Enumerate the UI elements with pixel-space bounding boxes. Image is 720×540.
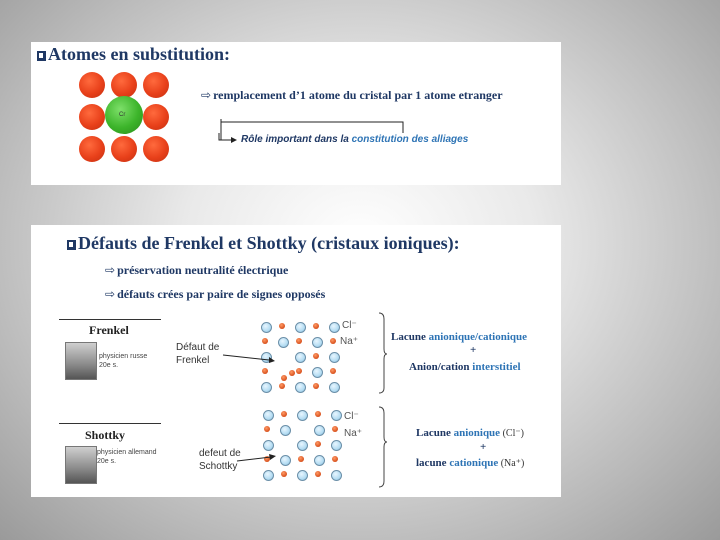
defect-label-line: Défaut de (176, 342, 220, 353)
shottky-desc-line-2 (416, 457, 524, 469)
substituted-atom-label: Cr (119, 112, 126, 118)
defect-label-line: Schottky (199, 461, 238, 472)
shottky-caption-line: physicien allemand (97, 449, 157, 456)
right-arrow-icon: ⇨ (201, 88, 212, 102)
line-2-prefix: Rôle important dans la (241, 134, 352, 145)
desc-part: cationique (449, 457, 499, 469)
line-2-highlight: constitution des alliages (351, 134, 469, 145)
shottky-name: Shottky (85, 428, 126, 442)
defects-title-text: Défauts de Frenkel et Shottky (cristaux ioniques): (78, 233, 460, 253)
substitution-line-1 (201, 88, 503, 103)
desc-part: Lacune (391, 331, 429, 343)
desc-part: Lacune (416, 427, 454, 439)
substitution-line-1-text: remplacement d’1 atome du cristal par 1 atome etranger (213, 88, 503, 102)
substitution-panel (31, 42, 561, 185)
shottky-na-label: Na⁺ (344, 428, 363, 439)
frenkel-cl-label: Cl⁻ (342, 320, 357, 331)
desc-part: (Cl⁻) (500, 428, 524, 439)
frenkel-name: Frenkel (89, 323, 129, 337)
frenkel-plus: + (470, 344, 477, 356)
defect-label-line: Frenkel (176, 355, 210, 366)
substitution-line-2 (241, 134, 468, 145)
desc-part: anionique (453, 427, 501, 439)
desc-part: lacune (416, 457, 450, 469)
frenkel-caption-line: physicien russe (99, 353, 148, 360)
desc-part: anionique/cationique (428, 331, 528, 343)
right-arrow-icon: ⇨ (105, 287, 116, 301)
right-arrow-icon: ⇨ (105, 263, 116, 277)
bullet-neutrality-text: préservation neutralité électrique (117, 263, 289, 277)
frenkel-na-label: Na⁺ (340, 336, 359, 347)
shottky-desc-line-1 (416, 427, 524, 439)
bullet-opposite-signs-text: défauts crées par paire de signes opposés (117, 287, 326, 301)
defect-label-line: defeut de (199, 448, 241, 459)
connector-arrow (31, 42, 561, 185)
frenkel-desc-line-2 (409, 361, 521, 373)
shottky-caption-line: 20e s. (97, 458, 117, 465)
shottky-cl-label: Cl⁻ (344, 411, 359, 422)
desc-part: interstitiel (472, 361, 521, 373)
frenkel-caption-line: 20e s. (99, 362, 119, 369)
shottky-plus: + (480, 441, 487, 453)
substitution-title-text: Atomes en substitution: (48, 44, 231, 64)
desc-part: (Na⁺) (498, 458, 525, 469)
frenkel-desc-line-1 (391, 331, 527, 343)
frenkel-shottky-panel (31, 225, 561, 497)
desc-part: Anion/cation (409, 361, 473, 373)
